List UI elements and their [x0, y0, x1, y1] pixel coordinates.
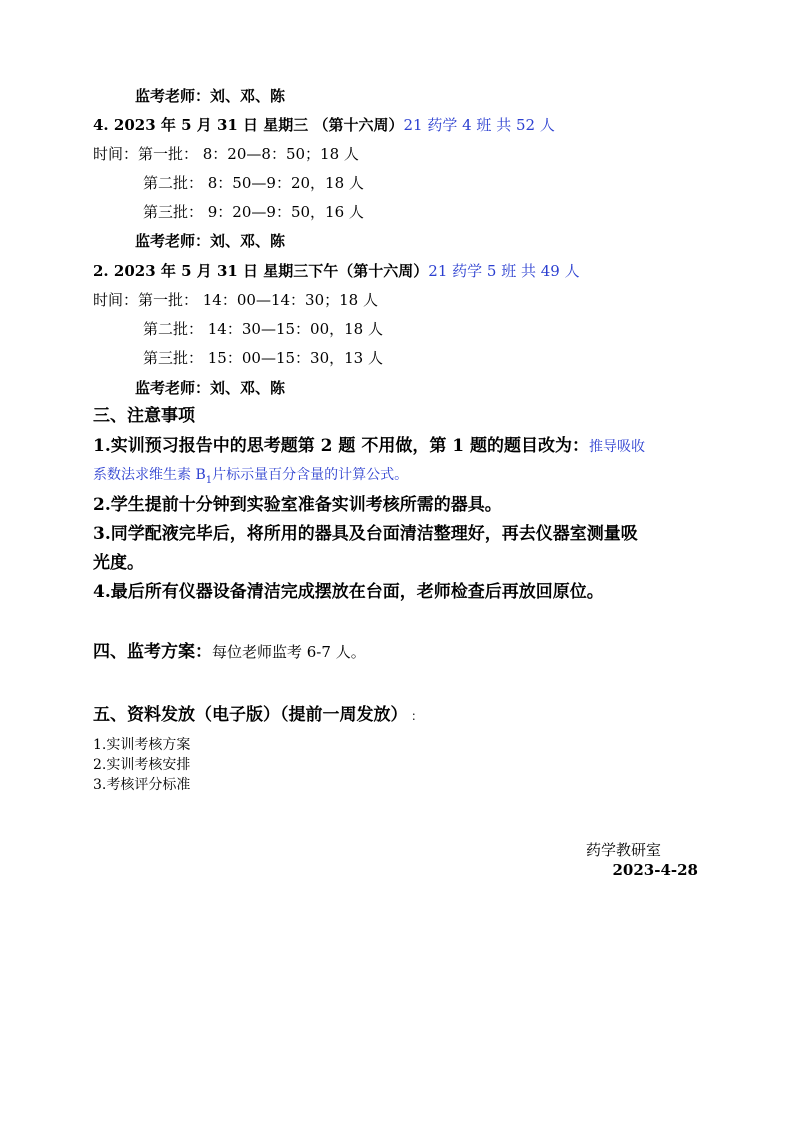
note-1-text: 1.实训预习报告中的思考题第 2 题 不用做，第 1 题的题目改为：	[93, 436, 589, 456]
session-heading	[93, 261, 580, 281]
document-date: 2023-4-28	[612, 861, 698, 879]
list-item: 2.实训考核安排	[93, 757, 191, 773]
note-1	[93, 434, 645, 458]
note-3-continued: 光度。	[93, 553, 144, 573]
note-1-highlight: 推导吸收	[589, 439, 645, 455]
batch-line-3: 第三批： 15：00—15：30，13 人	[143, 349, 383, 367]
materials-title: 五、资料发放（电子版）（提前一周发放）	[93, 705, 399, 725]
note-1-cont-text-2: 片标示量百分含量的计算公式。	[212, 467, 409, 483]
materials-colon: ：	[411, 709, 424, 723]
batch-line-2: 第二批： 8：50—9：20，18 人	[143, 174, 364, 192]
note-1-continued	[93, 466, 408, 490]
session-heading	[93, 115, 555, 135]
subscript: 1	[205, 474, 213, 486]
note-4: 4.最后所有仪器设备清洁完成摆放在台面，老师检查后再放回原位。	[93, 582, 604, 602]
department-name: 药学教研室	[586, 841, 662, 859]
note-3: 3.同学配液完毕后，将所用的器具及台面清洁整理好，再去仪器室测量吸	[93, 524, 638, 544]
batch-line-2: 第二批： 14：30—15：00，18 人	[143, 320, 383, 338]
plan-section	[93, 640, 366, 664]
session-date: 4. 2023 年 5 月 31 日 星期三 （第十六周）	[93, 116, 404, 134]
class-info: 21 药学 4 班 共 52 人	[403, 116, 555, 134]
class-info: 21 药学 5 班 共 49 人	[428, 262, 580, 280]
list-item: 1.实训考核方案	[93, 737, 191, 753]
notes-title: 三、注意事项	[93, 406, 195, 426]
proctors-line: 监考老师：刘、邓、陈	[135, 87, 286, 105]
materials-section	[93, 703, 423, 728]
session-date: 2. 2023 年 5 月 31 日 星期三下午（第十六周）	[93, 262, 429, 280]
note-1-cont-text: 系数法求维生素 B	[93, 467, 206, 483]
proctors-line: 监考老师：刘、邓、陈	[135, 379, 286, 397]
note-2: 2.学生提前十分钟到实验室准备实训考核所需的器具。	[93, 495, 502, 515]
batch-line-1: 时间：第一批： 8：20—8：50；18 人	[93, 145, 359, 163]
batch-line-3: 第三批： 9：20—9：50，16 人	[143, 203, 364, 221]
list-item: 3.考核评分标准	[93, 777, 191, 793]
plan-text: 每位老师监考 6-7 人。	[212, 643, 366, 661]
plan-title: 四、监考方案：	[93, 642, 212, 662]
proctors-line: 监考老师：刘、邓、陈	[135, 232, 286, 250]
batch-line-1: 时间：第一批： 14：00—14：30；18 人	[93, 291, 378, 309]
